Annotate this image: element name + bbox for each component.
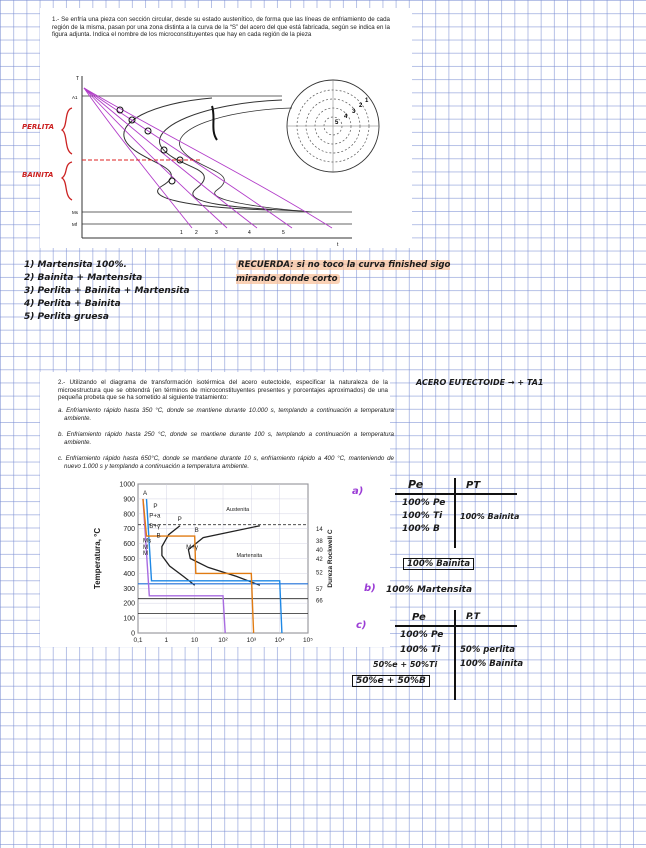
p1-curve-label-4: 4 [248,230,251,236]
y-tick-label: 200 [123,600,135,608]
region-label-b: B [194,527,199,534]
y-tick-label: 500 [123,556,135,563]
answer-4: 4) Perlita + Bainita [24,299,121,309]
p1-finish-curve [160,100,302,211]
p1-curve-label-5: 5 [282,230,285,236]
p1-x-label: t [337,242,339,248]
x-tick-label: 10⁵ [303,637,313,644]
bainita-brace [62,162,72,200]
y-tick-label: 800 [123,511,135,519]
p1-intersect-6 [169,178,175,184]
ans-a-row-2: 100% Ti [402,511,443,521]
problem2-statement: 2.- Utilizando el diagrama de transformación isotérmica del acero eutectoide, especificar la naturaleza de la microestructura que se obtendrá (en términos de microconstituyentes presentes y porcentajes aproximados) de una pequeña probeta que se ha sometido al siguiente tratamiento: [58,379,388,402]
p1-mf-label: Mf [72,222,77,227]
region-label-martensite: Martensita [236,552,263,559]
problem1-statement: 1.- Se enfría una pieza con sección circular, desde su estado austenítico, de forma que las líneas de enfriamiento de cada región de la misma, pasan por una zona distinta a la curva de la “S” del acero del que está fabricada, según se indica en la figura adjunta. Indica el nombre de los microconstituyentes que hay en cada región de la pieza [52,16,390,39]
x-tick-label: 10² [218,637,228,644]
hardness-tick-label: 57 [316,586,323,593]
y-tick-label: 700 [123,526,135,534]
ans-a-vline [454,478,456,548]
y-tick-label: 0 [131,630,135,638]
y-tick-label: 900 [123,496,135,504]
ans-c-hline [395,625,517,627]
region-label-mf: M [142,550,149,558]
x-tick-label: 10⁴ [274,637,285,644]
ans-b-text: 100% Martensita [386,585,473,595]
circle-label-3: 3 [352,109,356,115]
ans-c-label: c) [356,620,367,631]
region-label-austenite: Austenita [226,507,250,514]
region-label-p_a: P+a [149,512,161,520]
hardness-tick-label: 66 [316,598,323,605]
hardness-tick-label: 42 [316,557,323,563]
p1-a1-label: A1 [72,95,78,100]
region-label-m_g: M+γ [186,543,199,551]
p1-y-label: T [76,76,80,82]
p1-curve-label-1: 1 [180,230,183,236]
y-tick-label: 300 [123,585,135,593]
problem2-item-b: b. Enfriamiento rápido hasta 250 °C, donde se mantiene durante 100 s, templando a continuación a temperatura ambiente. [58,431,394,446]
hardness-tick-label: 40 [316,548,323,555]
ans-c-result: 50%e + 50%B [352,675,430,687]
p1-black-tick [212,106,217,140]
ans-c-header-pe: Pe [412,612,426,623]
y-tick-label: 1000 [119,481,135,489]
ttt-chart [90,478,340,646]
hardness-tick-label: 52 [316,570,323,577]
y-tick-label: 400 [123,570,135,578]
ans-a-row-3: 100% B [402,524,440,534]
ans-a-result: 100% Bainita [403,558,474,570]
region-label-ms: Ms [142,537,152,545]
p1-cooling-line-5 [84,88,332,228]
region-label-a: A [142,490,148,498]
p1-cooling-line-1 [84,88,192,228]
ans-c-row-2: 100% Ti [400,645,441,655]
perlita-note: PERLITA [22,123,55,131]
ans-a-right: 100% Bainita [460,512,520,521]
recuerda-note-text: RECUERDA: si no toco la curva finished sigo mirando donde corto [236,260,451,284]
eutectoid-note: ACERO EUTECTOIDE → + TA1 [416,378,544,387]
ans-c-row-1: 100% Pe [400,630,444,640]
hardness-tick-label: 14 [316,527,323,534]
y-tick-label: 100 [123,615,135,623]
bainita-note: BAINITA [22,171,54,179]
ans-a-header-pt: PT [466,480,481,491]
y-tick-label: 600 [123,541,135,549]
circle-label-2: 2 [359,103,363,109]
ans-a-hline [395,493,517,495]
problem2-item-a: a. Enfriamiento rápido hasta 350 °C, donde se mantiene durante 10.000 s, templando a continuación a temperatura ambiente. [58,407,394,422]
perlita-brace [62,108,72,154]
answer-1: 1) Martensita 100%. [24,260,127,270]
x-tick-label: 10³ [246,637,257,644]
region-label-b_g: B+γ [149,523,161,530]
answer-3: 3) Perlita + Bainita + Martensita [24,286,190,296]
y2-axis-label: Dureza Rockwell C [327,529,334,588]
ans-c-header-pt: P.T [466,612,480,622]
p1-ms-label: Ms [72,210,78,215]
p1-cooling-line-3 [84,88,257,228]
problem1-cooling-diagram [52,68,412,250]
ans-a-row-1: 100% Pe [402,498,446,508]
answer-5: 5) Perlita gruesa [24,312,109,322]
ans-b-label: b) [364,583,376,594]
y-axis-label: Temperatura, °C [93,527,102,590]
x-tick-label: 10 [191,637,199,644]
circle-label-1: 1 [365,98,369,104]
region-label-p1: P [177,515,182,523]
hardness-tick-label: 38 [316,539,323,546]
answer-2: 2) Bainita + Martensita [24,273,143,283]
p1-section-circle [287,80,379,172]
recuerda-note [236,258,486,286]
ans-c-row-3: 50%e + 50%Ti [373,660,438,669]
circle-label-5: 5 [335,120,339,126]
x-tick-label: 1 [164,637,169,644]
p1-curve-label-2: 2 [195,230,198,236]
region-label-p: P [153,503,158,510]
p1-curve-label-3: 3 [215,230,218,236]
region-label-m50: M [142,543,149,551]
x-tick-label: 0,1 [133,637,143,644]
circle-label-4: 4 [344,114,348,120]
ans-a-header-pe: Pe [408,478,424,491]
p1-start-curve [124,98,272,210]
ans-c-vline [454,610,456,700]
ans-a-label: a) [352,486,364,497]
problem2-item-c: c. Enfriamiento rápido hasta 650°C, donde se mantiene durante 10 s, enfriamiento rápido a 400 °C, manteniendo de nuevo 1.000 s y templando a continuación a temperatura ambiente. [58,455,394,470]
ans-c-right-2: 100% Bainita [460,659,524,669]
region-label-b2: B [156,532,161,540]
red-brace-annotations [56,104,86,234]
ans-c-right-1: 50% perlita [460,645,515,655]
